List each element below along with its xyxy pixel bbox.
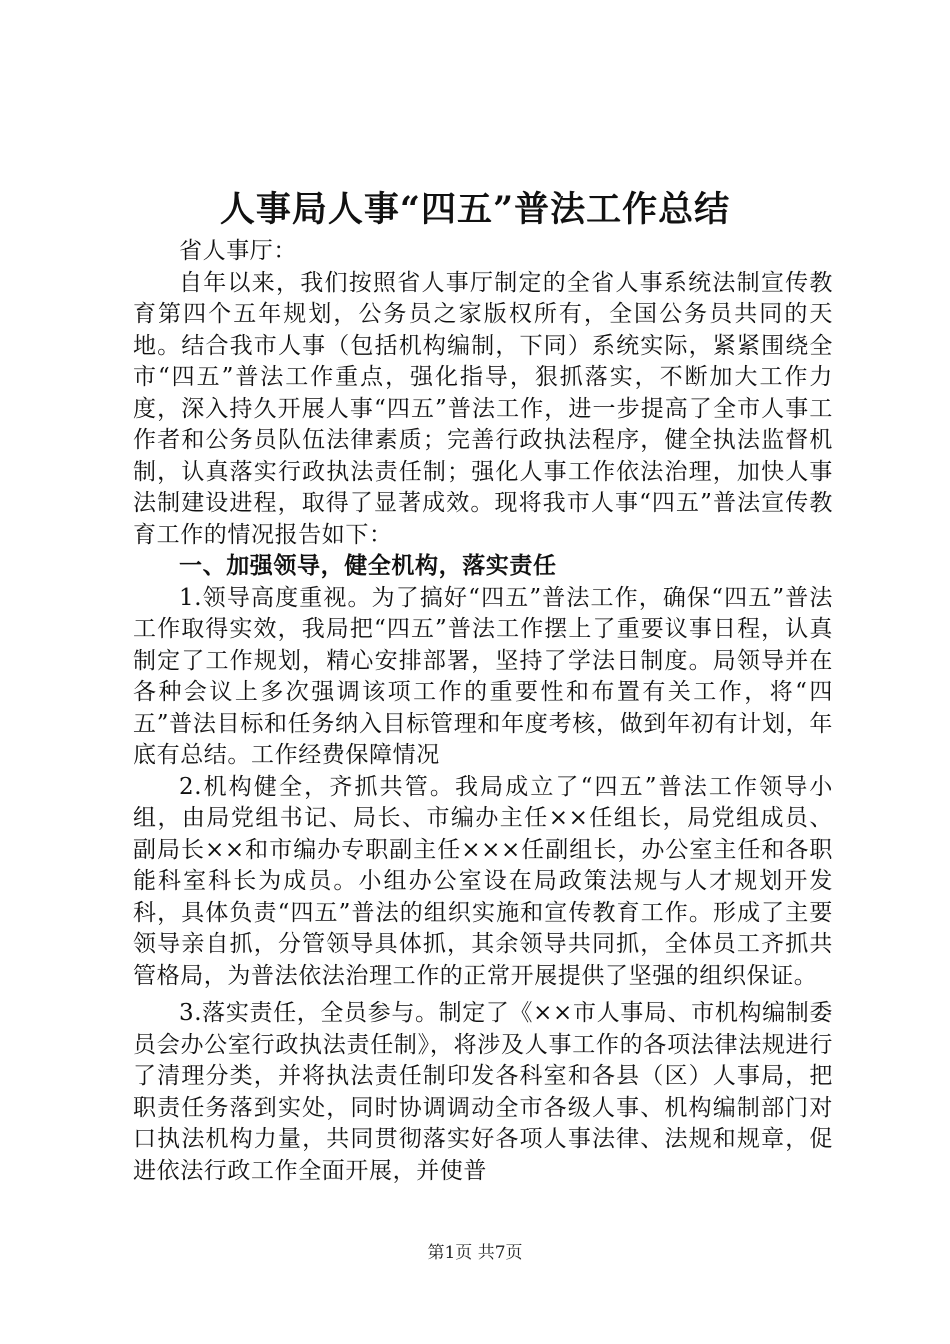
item-paragraph-2: 2.机构健全，齐抓共管。我局成立了“四五”普法工作领导小组，由局党组书记、局长、市编办主任××任组长，局党组成员、副局长××和市编办专职副主任×××任副组长，办公室主任和各职能科室科长为成员。小组办公室设在局政策法规与人才规划开发科，具体负责“四五”普法的组织实施和宣传教育工作。形成了主要领导亲自抓，分管领导具体抓，其余领导共同抓，全体员工齐抓共管格局，为普法依法治理工作的正常开展提供了坚强的组织保证。 [133,773,833,989]
section-heading-1: 一、加强领导，健全机构，落实责任 [179,553,557,579]
item-paragraph-1: 1.领导高度重视。为了搞好“四五”普法工作，确保“四五”普法工作取得实效，我局把“四五”普法工作摆上了重要议事日程，认真制定了工作规划，精心安排部署，坚持了学法日制度。局领导并在各种会议上多次强调该项工作的重要性和布置有关工作，将“四五”普法目标和任务纳入目标管理和年度考核，做到年初有计划，年底有总结。工作经费保障情况 [133,584,833,768]
page-footer: 第1页 共7页 [427,1243,523,1263]
intro-paragraph: 自年以来，我们按照省人事厅制定的全省人事系统法制宣传教育第四个五年规划，公务员之家版权所有，全国公务员共同的天地。结合我市人事（包括机构编制，下同）系统实际，紧紧围绕全市“四五”普法工作重点，强化指导，狠抓落实，不断加大工作力度，深入持久开展人事“四五”普法工作，进一步提高了全市人事工作者和公务员队伍法律素质；完善行政执法程序，健全执法监督机制，认真落实行政执法责任制；强化人事工作依法治理，加快人事法制建设进程，取得了显著成效。现将我市人事“四五”普法宣传教育工作的情况报告如下： [133,269,833,548]
salutation: 省人事厅： [179,238,297,264]
document-body [133,236,833,1187]
document-title: 人事局人事“四五”普法工作总结 [219,189,731,230]
item-paragraph-3: 3.落实责任，全员参与。制定了《××市人事局、市机构编制委员会办公室行政执法责任制》，将涉及人事工作的各项法律法规进行了清理分类，并将执法责任制印发各科室和各县（区）人事局，把职责任务落到实处，同时协调调动全市各级人事、机构编制部门对口执法机构力量，共同贯彻落实好各项人事法律、法规和规章，促进依法行政工作全面开展，并使普 [133,1000,833,1184]
